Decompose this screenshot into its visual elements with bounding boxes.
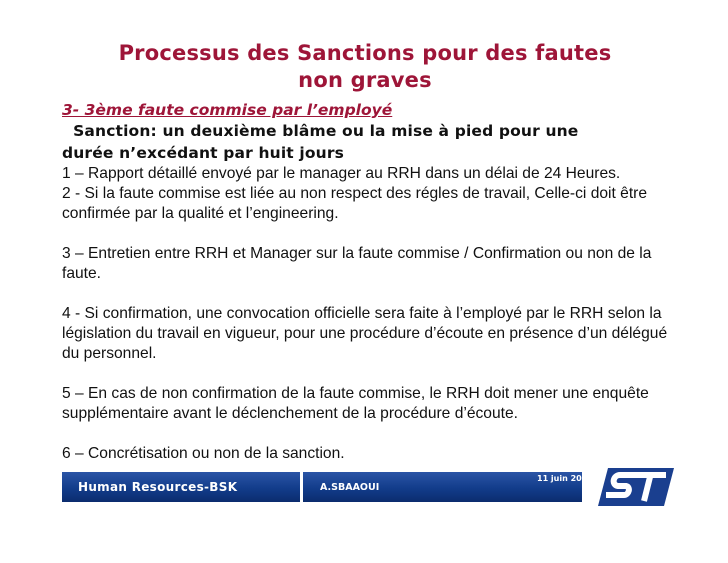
procedure-steps — [62, 164, 682, 464]
slide-title-line2: non graves — [298, 68, 432, 92]
step-1: 1 – Rapport détaillé envoyé par le manager au RRH dans un délai de 24 Heures. — [62, 165, 621, 182]
slide-footer — [62, 472, 674, 502]
footer-separator — [300, 472, 303, 502]
slide-title-line1: Processus des Sanctions pour des fautes — [118, 41, 612, 65]
footer-author: A.SBAAOUI — [320, 482, 380, 493]
step-3: 3 – Entretien entre RRH et Manager sur la faute commise / Confirmation ou non de la faute. — [62, 245, 652, 282]
sanction-line2: durée n’excédant par huit jours — [62, 144, 345, 162]
slide-content — [62, 100, 682, 464]
sanction-text — [62, 120, 682, 164]
step-2: 2 - Si la faute commise est liée au non respect des régles de travail, Celle-ci doit être confirmée par la qualité et l’engineering. — [62, 185, 648, 222]
section-heading: 3- 3ème faute commise par l’employé — [62, 101, 393, 119]
footer-date: 11 juin 2008 — [537, 474, 593, 483]
footer-department: Human Resources-BSK — [78, 480, 238, 494]
step-4: 4 - Si confirmation, une convocation officielle sera faite à l’employé par le RRH selon la législation du travail en vigueur, pour une procédure d’écoute en présence d’un délégué du personnel. — [62, 305, 668, 362]
slide-title — [60, 40, 670, 94]
step-6: 6 – Concrétisation ou non de la sanction. — [62, 445, 345, 462]
sanction-line1: Sanction: un deuxième blâme ou la mise à pied pour une — [62, 122, 579, 140]
st-logo-icon — [598, 466, 674, 508]
footer-bar — [62, 472, 593, 502]
step-5: 5 – En cas de non confirmation de la faute commise, le RRH doit mener une enquête supplémentaire avant le déclenchement de la procédure d’écoute. — [62, 385, 649, 422]
